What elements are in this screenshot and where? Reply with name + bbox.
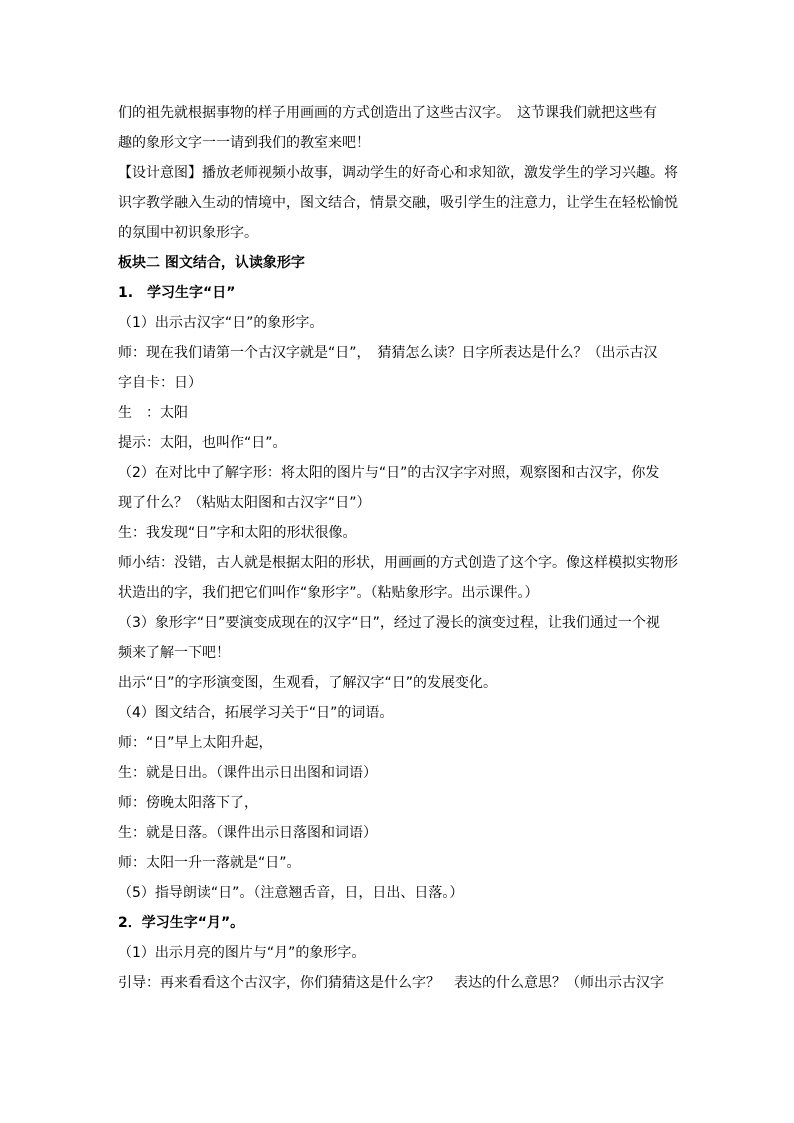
paragraph-line: 生：就是日落。（课件出示日落图和词语）: [118, 825, 377, 841]
paragraph-line: 字自卡：日）: [118, 375, 202, 391]
paragraph-line: 趣的象形文字一一请到我们的教室来吧！: [118, 135, 370, 151]
paragraph-line: （3）象形字“日”要演变成现在的汉字“日”，经过了漫长的演变过程，让我们通过一个视: [118, 615, 660, 631]
paragraph-line: 引导：再来看看这个古汉字，你们猜猜这是什么字？ 表达的什么意思？（师出示古汉字: [118, 975, 664, 991]
paragraph-line: 生：我发现“日”字和太阳的形状很像。: [118, 525, 357, 541]
paragraph-line: 们的祖先就根据事物的样子用画画的方式创造出了这些古汉字。 这节课我们就把这些有: [118, 105, 657, 121]
subsection-heading: 2．学习生字“月”。: [118, 915, 245, 931]
paragraph-line: 师小结：没错，古人就是根据太阳的形状，用画画的方式创造了这个字。像这样模拟实物形: [118, 555, 678, 571]
paragraph-line: 现了什么？（粘贴太阳图和古汉字“日”）: [118, 495, 371, 511]
paragraph-line: （1）出示月亮的图片与“月”的象形字。: [118, 945, 366, 961]
paragraph-line: 师：“日”早上太阳升起，: [118, 735, 273, 751]
paragraph-line: （2）在对比中了解字形：将太阳的图片与“日”的古汉字字对照，观察图和古汉字，你发: [118, 465, 660, 481]
paragraph-line: 生：就是日出。（课件出示日出图和词语）: [118, 765, 377, 781]
paragraph-line: 出示“日”的字形演变图，生观看，了解汉字“日”的发展变化。: [118, 675, 498, 691]
section-heading: 板块二 图文结合，认读象形字: [118, 255, 305, 271]
design-intent-line: 【设计意图】播放老师视频小故事，调动学生的好奇心和求知欲，激发学生的学习兴趣。将: [118, 165, 678, 181]
paragraph-line: 师：现在我们请第一个古汉字就是“日”， 猜猜怎么读？日字所表达是什么？（出示古汉: [118, 345, 658, 361]
document-page: [118, 98, 678, 998]
paragraph-line: （1）出示古汉字“日”的象形字。: [118, 315, 324, 331]
subsection-heading: 1. 学习生字“日”: [118, 285, 236, 301]
paragraph-line: 提示：太阳，也叫作“日”。: [118, 435, 287, 451]
paragraph-line: 师：太阳一升一落就是“日”。: [118, 855, 301, 871]
paragraph-line: 师：傍晚太阳落下了，: [118, 795, 258, 811]
design-intent-line: 识字教学融入生动的情境中，图文结合，情景交融，吸引学生的注意力，让学生在轻松愉悦: [118, 195, 678, 211]
design-intent-line: 的氛围中初识象形字。: [118, 225, 258, 241]
paragraph-line: 生 ：太阳: [118, 405, 188, 421]
paragraph-line: 频来了解一下吧！: [118, 645, 230, 661]
paragraph-line: （5）指导朗读“日”。（注意翘舌音，日，日出、日落。）: [118, 885, 464, 901]
paragraph-line: （4）图文结合，拓展学习关于“日”的词语。: [118, 705, 394, 721]
paragraph-line: 状造出的字，我们把它们叫作“象形字”。（粘贴象形字。出示课件。）: [118, 585, 539, 601]
